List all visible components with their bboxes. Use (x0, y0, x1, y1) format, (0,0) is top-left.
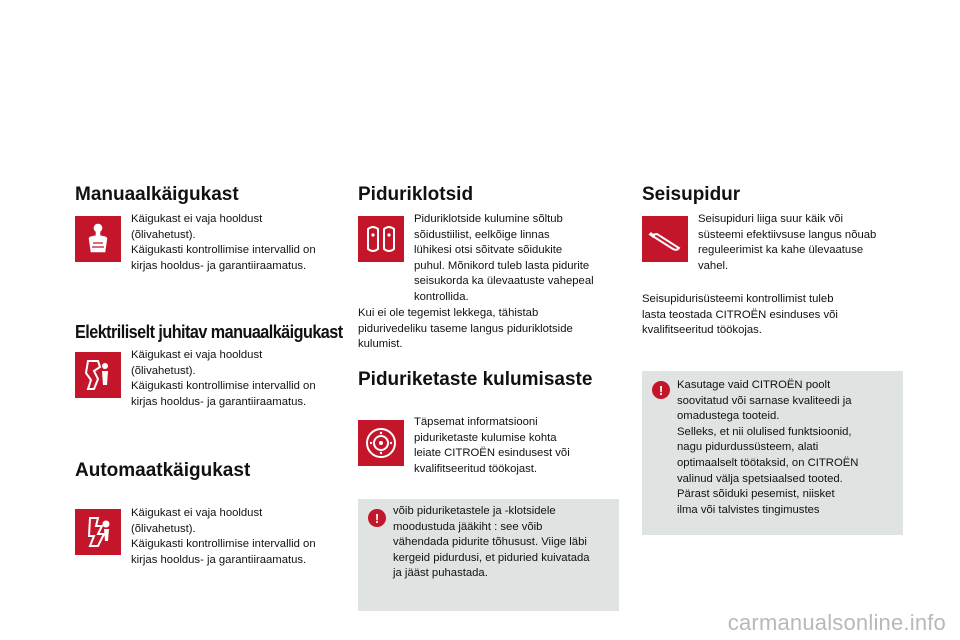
electric-gearbox-icon (75, 352, 121, 398)
automatic-gearbox-icon (75, 509, 121, 555)
warning-icon: ! (368, 509, 386, 527)
products-warning-note (642, 371, 903, 535)
parking-brake-check-text: Seisupidurisüsteemi kontrollimist tuleb lasta teostada CITROËN esinduses või kvalifitseeritud töökojas. (642, 293, 838, 337)
automatic-gearbox-text: Käigukast ei vaja hooldust (õlivahetust). Käigukasti kontrollimise intervallid on kirjas hooldus- ja garantiiraamatus. (131, 507, 316, 566)
brake-fluid-text: Kui ei ole tegemist lekkega, tähistab pidurivedeliku taseme langus piduriklotside kulumist. (358, 307, 573, 351)
heading-manual-gearbox: Manuaalkäigukast (75, 184, 239, 205)
watermark: carmanualsonline.info (727, 610, 946, 635)
heading-electric-gearbox: Elektriliselt juhitav manuaalkäigukast (75, 322, 343, 342)
brake-disc-icon (358, 420, 404, 466)
warning-icon: ! (652, 381, 670, 399)
heading-brake-pads: Piduriklotsid (358, 184, 474, 205)
ice-warning-text: võib piduriketastele ja -klotsidele moodustuda jääkiht : see võib vähendada pidurite tõhusust. Viige läbi kergeid pidurdusi, et piduried kuivatada ja jääst puhastada. (393, 505, 590, 580)
brake-discs-text: Täpsemat informatsiooni piduriketaste kulumise kohta leiate CITROËN esindusest või kvalifitseeritud töökojast. (414, 416, 570, 475)
heading-brake-discs: Piduriketaste kulumisaste (358, 369, 593, 390)
heading-parking-brake: Seisupidur (642, 184, 741, 205)
parking-brake-text: Seisupiduri liiga suur käik või süsteemi efektiivsuse langus nõuab reguleerimist ka kahe ülevaatuse vahel. (698, 213, 877, 272)
parking-brake-icon (642, 216, 688, 262)
manual-gearbox-icon (75, 216, 121, 262)
products-warning-text: Kasutage vaid CITROËN poolt soovitatud või sarnase kvaliteedi ja omadustega tooteid. Selleks, et nii olulised funktsioonid, nagu pidurdussüsteem, alati optimaalselt töötaksid, on CITROËN valinud välja spetsiaalsed tooted. Pärast sõiduki pesemist, niisket ilma või talvistes tingimustes (677, 379, 859, 516)
heading-automatic-gearbox: Automaatkäigukast (75, 460, 251, 481)
electric-gearbox-text: Käigukast ei vaja hooldust (õlivahetust). Käigukasti kontrollimise intervallid on kirjas hooldus- ja garantiiraamatus. (131, 349, 316, 408)
brake-pads-icon (358, 216, 404, 262)
brake-pads-text: Piduriklotside kulumine sõltub sõidustiilist, eelkõige linnas lühikesi otsi sõitvate sõidukite puhul. Mõnikord tuleb lasta pidurite seisukorda ka ülevaatuste vahepeal kontrollida. (414, 213, 594, 303)
ice-warning-note (358, 499, 619, 611)
manual-gearbox-text: Käigukast ei vaja hooldust (õlivahetust). Käigukasti kontrollimise intervallid on kirjas hooldus- ja garantiiraamatus. (131, 213, 316, 272)
